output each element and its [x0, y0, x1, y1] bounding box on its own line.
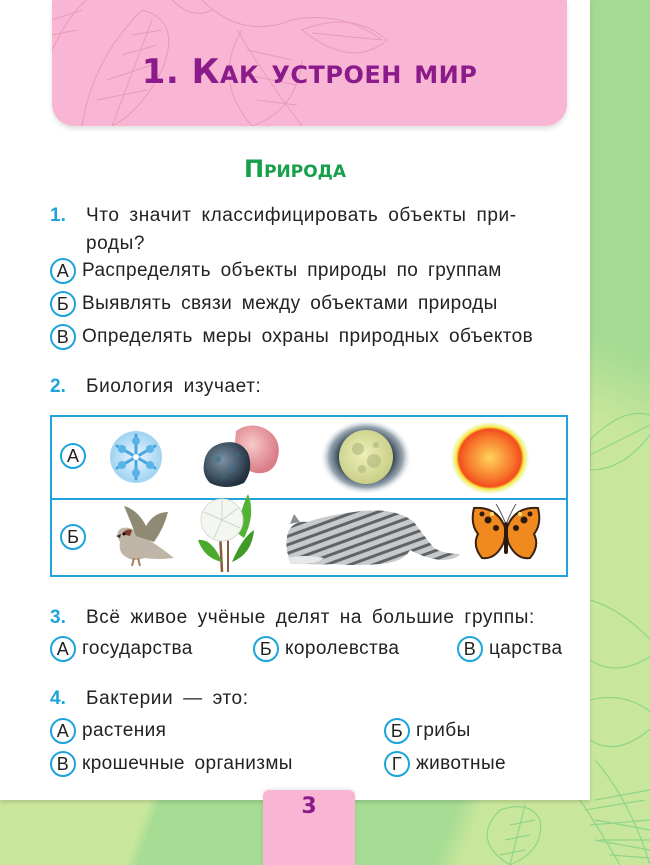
- picture-options-table: [50, 415, 568, 577]
- option-letter-circle[interactable]: Б: [384, 718, 410, 744]
- option-letter-circle[interactable]: А: [50, 258, 76, 284]
- page-number: 3: [301, 794, 317, 819]
- option-letter-circle[interactable]: Г: [384, 751, 410, 777]
- question-text: Биология изучает:: [86, 376, 262, 397]
- question-3: [50, 604, 570, 632]
- q3-option-a[interactable]: [50, 635, 193, 663]
- q1-option-b[interactable]: [50, 290, 498, 318]
- option-text: животные: [416, 753, 506, 774]
- question-text-continued: роды?: [86, 233, 146, 254]
- option-text: грибы: [416, 720, 471, 741]
- q1-option-c[interactable]: [50, 323, 533, 351]
- question-number: 3.: [50, 607, 66, 628]
- option-text: Определять меры охраны природных объектов: [82, 326, 534, 347]
- snowflake-icon: [108, 429, 164, 485]
- option-text: государства: [82, 638, 193, 659]
- q4-option-b[interactable]: [384, 717, 471, 745]
- option-letter-circle[interactable]: В: [50, 751, 76, 777]
- option-text: Выявлять связи между объектами природы: [82, 293, 498, 314]
- question-4: [50, 685, 570, 713]
- q3-option-c[interactable]: [457, 635, 562, 663]
- q4-option-d[interactable]: [384, 750, 506, 778]
- option-text: крошечные организмы: [82, 753, 293, 774]
- butterfly-icon: [468, 502, 544, 568]
- chapter-title: 1. Как устроен мир: [141, 52, 478, 92]
- question-2: [50, 373, 570, 401]
- q1-option-a[interactable]: [50, 257, 502, 285]
- question-number: 1.: [50, 205, 66, 226]
- option-text: царства: [489, 638, 563, 659]
- q3-option-b[interactable]: [253, 635, 399, 663]
- q4-option-a[interactable]: [50, 717, 166, 745]
- question-number: 2.: [50, 376, 66, 397]
- picture-row-a[interactable]: [52, 417, 566, 500]
- option-text: растения: [82, 720, 167, 741]
- option-letter-circle[interactable]: А: [60, 443, 86, 469]
- question-text: Бактерии — это:: [86, 688, 249, 709]
- option-letter-circle[interactable]: Б: [253, 636, 279, 662]
- q4-option-c[interactable]: [50, 750, 293, 778]
- moon-icon: [320, 419, 412, 495]
- sparrow-icon: [108, 502, 180, 570]
- sun-icon: [450, 421, 530, 495]
- section-title: Природа: [244, 155, 346, 183]
- chapter-header-band: [52, 0, 567, 126]
- question-1: [50, 202, 570, 258]
- option-letter-circle[interactable]: Б: [60, 524, 86, 550]
- option-text: королевства: [285, 638, 400, 659]
- option-text: Распределять объекты природы по группам: [82, 260, 502, 281]
- question-text: Что значит классифицировать объекты при-: [86, 205, 517, 226]
- background-right-strip: [590, 0, 650, 865]
- question-text: Всё живое учёные делят на большие группы:: [86, 607, 535, 628]
- option-letter-circle[interactable]: Б: [50, 291, 76, 317]
- stones-icon: [200, 423, 284, 491]
- option-letter-circle[interactable]: А: [50, 718, 76, 744]
- option-letter-circle[interactable]: В: [457, 636, 483, 662]
- dandelion-icon: [192, 492, 258, 574]
- question-number: 4.: [50, 688, 66, 709]
- picture-row-b[interactable]: [52, 498, 566, 575]
- option-letter-circle[interactable]: В: [50, 324, 76, 350]
- page-number-tab: [263, 790, 355, 865]
- option-letter-circle[interactable]: А: [50, 636, 76, 662]
- cat-icon: [284, 502, 462, 570]
